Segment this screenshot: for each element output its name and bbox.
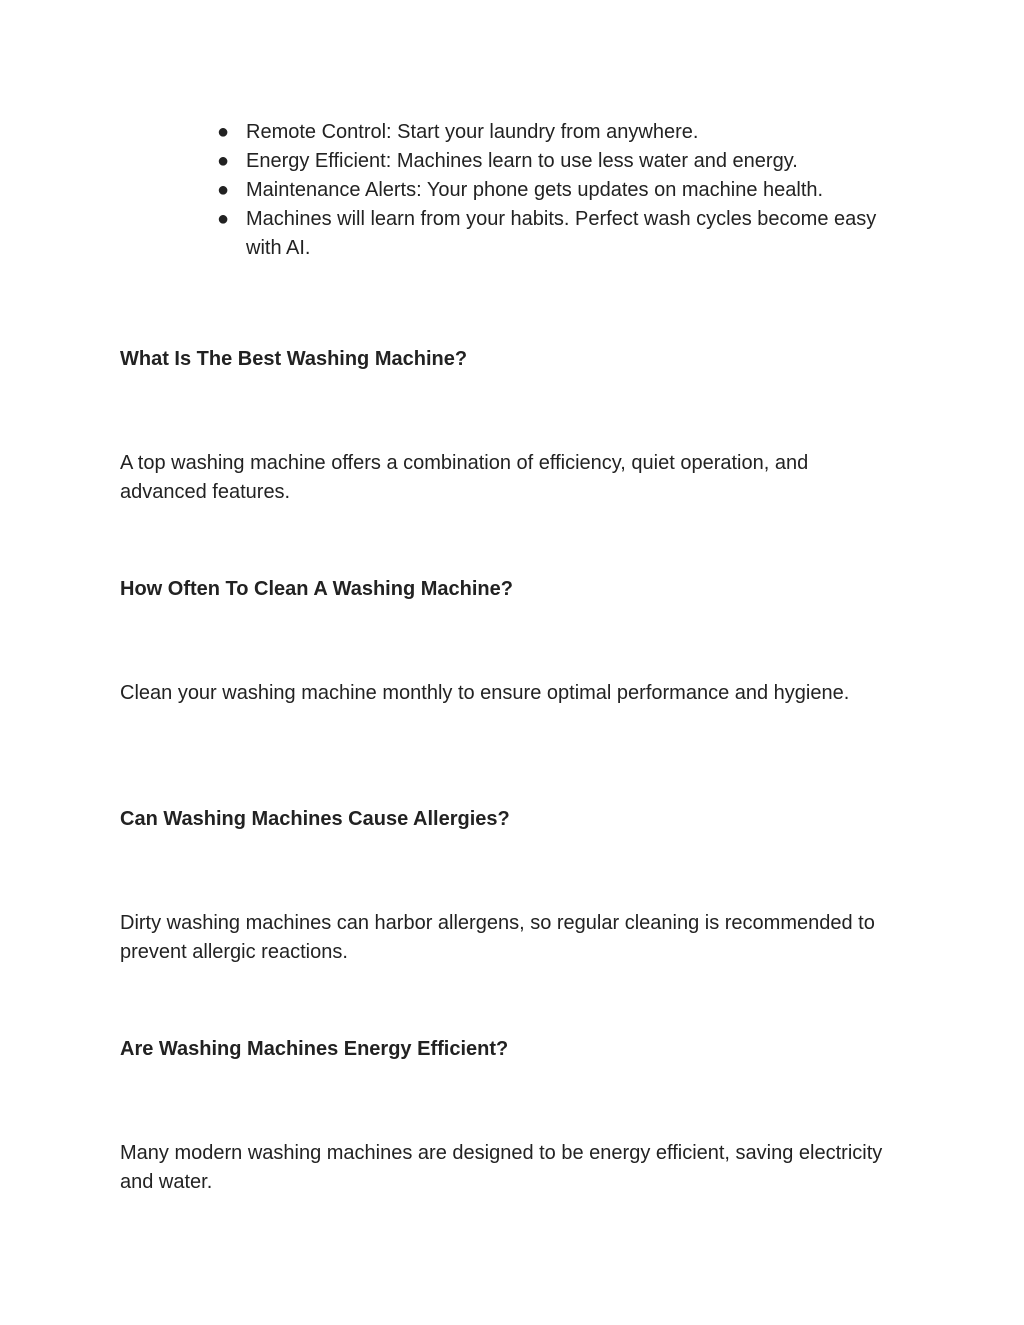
list-item [216, 205, 896, 263]
bullet-icon: ● [217, 150, 230, 172]
faq-answer-energy-efficiency: Many modern washing machines are designed to be energy efficient, saving electricity and water. [120, 1142, 883, 1193]
faq-heading-cleaning-frequency: How Often To Clean A Washing Machine? [120, 578, 513, 600]
list-item-text: Remote Control: Start your laundry from anywhere. [246, 121, 699, 143]
bullet-icon: ● [217, 121, 230, 143]
list-item-text: Machines will learn from your habits. Perfect wash cycles become easy with AI. [246, 208, 877, 259]
list-item-text: Energy Efficient: Machines learn to use less water and energy. [246, 150, 798, 172]
faq-answer-cleaning-frequency: Clean your washing machine monthly to ensure optimal performance and hygiene. [120, 682, 850, 704]
bullet-icon: ● [217, 208, 230, 230]
list-item [216, 147, 896, 176]
list-item-text: Maintenance Alerts: Your phone gets updates on machine health. [246, 179, 824, 201]
list-item [216, 176, 896, 205]
list-item [216, 118, 896, 147]
faq-answer-best-machine: A top washing machine offers a combination of efficiency, quiet operation, and advanced features. [120, 452, 809, 503]
bullet-icon: ● [217, 179, 230, 201]
faq-heading-best-machine: What Is The Best Washing Machine? [120, 348, 468, 370]
feature-bullet-list [216, 118, 896, 263]
faq-heading-energy-efficiency: Are Washing Machines Energy Efficient? [120, 1038, 509, 1060]
faq-answer-allergies: Dirty washing machines can harbor allergens, so regular cleaning is recommended to prevent allergic reactions. [120, 912, 875, 963]
faq-heading-allergies: Can Washing Machines Cause Allergies? [120, 808, 510, 830]
